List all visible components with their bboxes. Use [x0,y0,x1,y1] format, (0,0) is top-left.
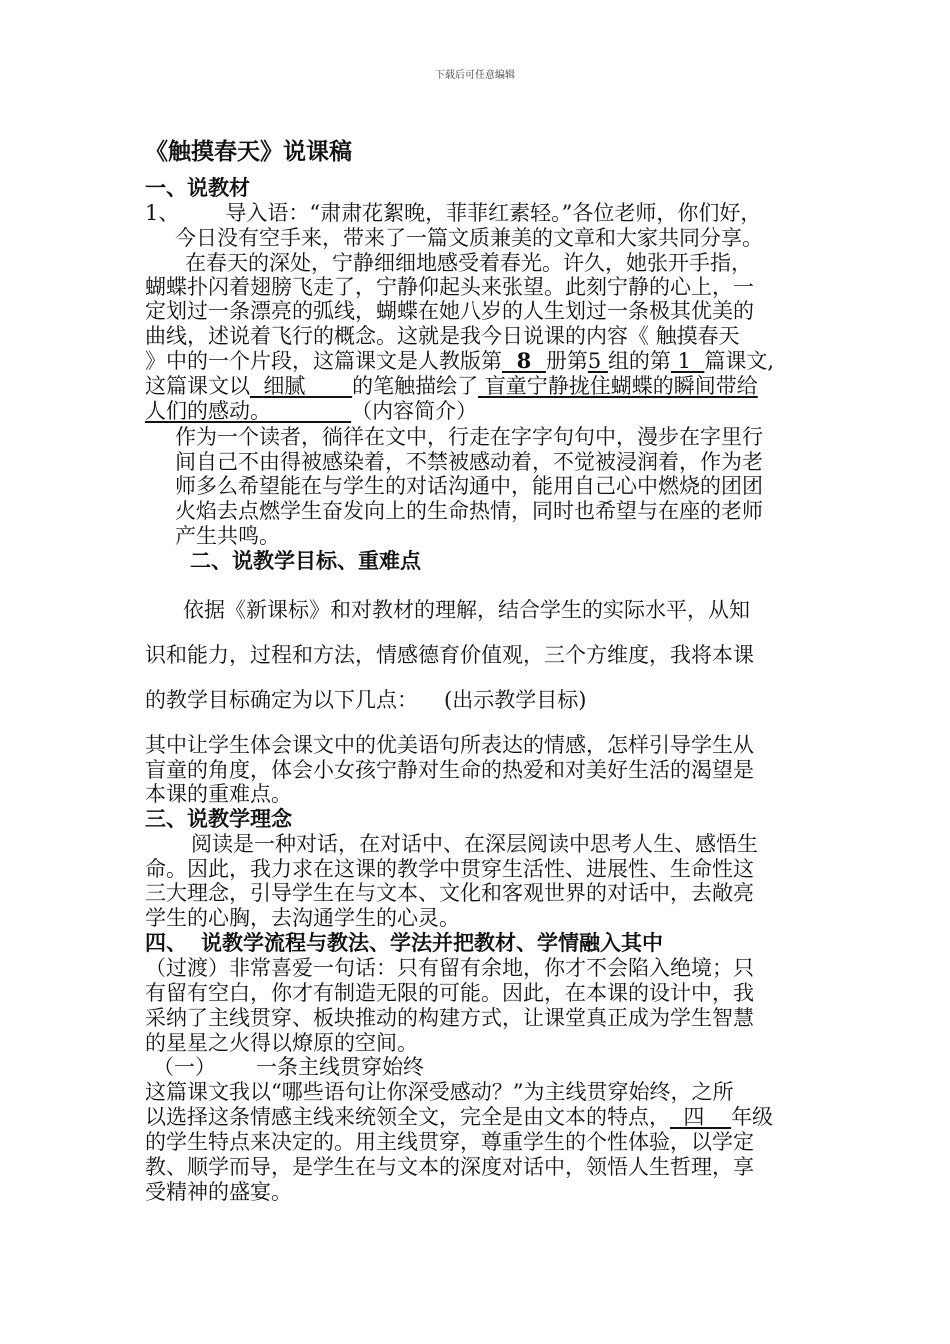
paragraph-line: 蝴蝶扑闪着翅膀飞走了，宁静仰起头来张望。此刻宁静的心上，一 [145,275,754,299]
intro-line-2: 今日没有空手来，带来了一篇文质兼美的文章和大家共同分享。 [175,226,763,250]
grade-blank: 四 [683,1105,705,1129]
page-header: 下载后可任意编辑 [435,70,515,81]
paragraph-line: （过渡）非常喜爱一句话：只有留有余地，你才不会陷入绝境；只 [145,956,754,980]
paragraph-line [145,349,774,373]
paragraph-line: 依据《新课标》和对教材的理解，结合学生的实际水平，从知 [183,598,750,622]
paragraph-line: 的学生特点来决定的。用主线贯穿，尊重学生的个性体验，以学定 [145,1130,754,1154]
paragraph-line: 采纳了主线贯穿、板块推动的构建方式，让课堂真正成为学生智慧 [145,1006,754,1030]
text-span: 的笔触描绘了 [352,374,479,398]
paragraph-line: 师多么希望能在与学生的对话沟通中，能用自己心中燃烧的团团 [175,474,763,498]
paragraph-line: 火焰去点燃学生奋发向上的生命热情，同时也希望与在座的老师 [175,499,763,523]
text-span: 这篇课文以 [145,374,250,398]
paragraph-line: 作为一个读者，徜徉在文中，行走在字字句句中，漫步在字里行 [175,425,763,449]
lesson-number: 1 [677,349,691,373]
paragraph-line: 其中让学生体会课文中的优美语句所表达的情感，怎样引导学生从 [145,733,754,757]
section-4-heading [145,931,663,955]
text-span: 册第 [545,349,588,373]
text-span: 》中的一个片段，这篇课文是人教版第 [145,349,502,373]
paragraph-line: 这篇课文我以“哪些语句让你深受感动？”为主线贯穿始终，之所 [145,1080,734,1104]
paragraph-line: 定划过一条漂亮的弧线，蝴蝶在她八岁的人生划过一条极其优美的 [145,299,754,323]
paragraph-line: 产生共鸣。 [175,524,280,548]
paragraph-line: 盲童的角度，体会小女孩宁静对生命的热爱和对美好生活的渴望是 [145,758,754,782]
section-4-title: 说教学流程与教法、学法并把教材、学情融入其中 [201,930,663,955]
group-number: 5 [587,349,602,373]
document-title: 《触摸春天》说课稿 [145,138,352,165]
volume-number: 8 [516,348,532,373]
subsection-number: （一） [153,1055,216,1079]
subsection-title: 一条主线贯穿始终 [256,1055,424,1079]
text-span: 组的第 [607,349,671,373]
paragraph-line: 识和能力，过程和方法，情感德育价值观，三个方维度，我将本课 [145,643,754,667]
paragraph-line: 三大理念，引导学生在与文本、文化和客观世界的对话中，去敞亮 [145,881,754,905]
intro-text: 导入语：“肃肃花絮晚，菲菲红素轻。”各位老师，你们好， [225,201,762,225]
text-span: 的教学目标确定为以下几点： [145,688,418,712]
paragraph-line: 教、顺学而导，是学生在与文本的深度对话中，领悟人生哲理，享 [145,1155,754,1179]
paragraph-line [145,688,586,712]
paragraph-line: 命。因此，我力求在这课的教学中贯穿生活性、进展性、生命性这 [145,857,754,881]
style-blank: 细腻 [263,374,306,398]
subsection-1-heading [153,1055,424,1079]
paragraph-line: 在春天的深处，宁静细细地感受着春光。许久，她张开手指， [185,251,752,275]
show-goals-note: (出示教学目标) [444,688,587,712]
paragraph-line [145,1105,773,1129]
content-blank-end: 人们的感动。 [145,399,271,423]
text-span: 以选择这条情感主线来统领全文，完全是由文本的特点， [145,1105,670,1129]
paragraph-line: 间自己不由得被感染着，不禁被感动着，不觉被浸润着，作为老 [175,450,763,474]
paragraph-line: 本课的重难点。 [145,782,292,806]
paragraph-line: 有留有空白，你才有制造无限的可能。因此，在本课的设计中，我 [145,981,754,1005]
paragraph-line [145,399,477,423]
paragraph-line: 学生的心胸，去沟通学生的心灵。 [145,906,460,930]
section-1-heading: 一、说教材 [145,175,250,200]
section-2-heading: 二、说教学目标、重难点 [190,548,421,573]
summary-label: （内容简介） [351,399,478,423]
text-span: 篇课文, [704,349,775,373]
intro-line-1 [145,201,761,225]
intro-number: 1、 [145,201,180,225]
paragraph-line: 阅读是一种对话，在对话中、在深层阅读中思考人生、感悟生 [191,832,758,856]
content-blank: 盲童宁静拢住蝴蝶的瞬间带给 [484,374,758,398]
paragraph-line: 受精神的盛宴。 [145,1180,292,1204]
paragraph-line: 曲线，述说着飞行的概念。这就是我今日说课的内容《 触摸春天 [145,324,740,348]
paragraph-line [145,374,758,398]
text-span: 年级 [731,1105,774,1129]
paragraph-line: 的星星之火得以燎原的空间。 [145,1031,418,1055]
section-4-number: 四、 [145,930,187,955]
section-3-heading: 三、说教学理念 [145,806,292,831]
